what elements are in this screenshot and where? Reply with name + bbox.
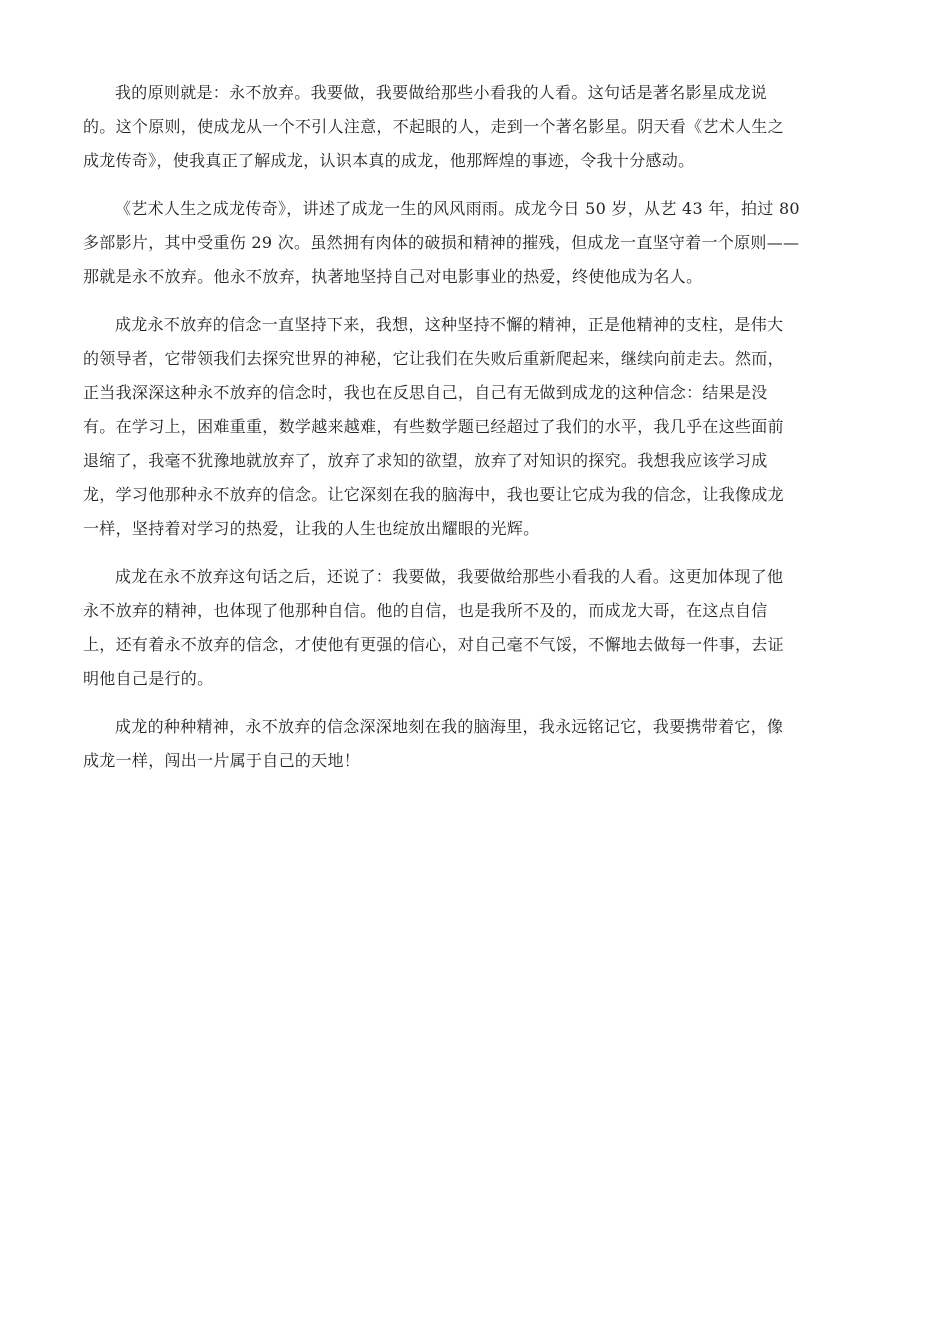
text-line: 成龙传奇》，使我真正了解成龙，认识本真的成龙，他那辉煌的事迹，令我十分感动。	[83, 151, 695, 170]
text-line: 有。在学习上，困难重重，数学越来越难，有些数学题已经超过了我们的水平，我几乎在这些面前	[83, 417, 784, 436]
text-line: 龙，学习他那种永不放弃的信念。让它深刻在我的脑海中，我也要让它成为我的信念，让我像成龙	[83, 485, 784, 504]
text-line: 永不放弃的精神，也体现了他那种自信。他的自信，也是我所不及的，而成龙大哥，在这点自信	[83, 601, 768, 620]
text-line: 退缩了，我毫不犹豫地就放弃了，放弃了求知的欲望，放弃了对知识的探究。我想我应该学习成	[83, 451, 768, 470]
text-line: 上，还有着永不放弃的信念，才使他有更强的信心，对自己毫不气馁，不懈地去做每一件事，去证	[83, 635, 784, 654]
document-page	[83, 76, 868, 792]
text-line: 明他自己是行的。	[83, 669, 214, 688]
text-line: 多部影片，其中受重伤 29 次。虽然拥有肉体的破损和精神的摧残，但成龙一直坚守着一个原则——	[83, 233, 800, 252]
text-line: 那就是永不放弃。他永不放弃，执著地坚持自己对电影事业的热爱，终使他成为名人。	[83, 267, 703, 286]
paragraph-3	[83, 308, 868, 546]
text-line: 成龙永不放弃的信念一直坚持下来，我想，这种坚持不懈的精神，正是他精神的支柱，是伟大	[115, 315, 784, 334]
text-line: 成龙的种种精神，永不放弃的信念深深地刻在我的脑海里，我永远铭记它，我要携带着它，像	[115, 717, 784, 736]
text-line: 成龙在永不放弃这句话之后，还说了：我要做，我要做给那些小看我的人看。这更加体现了他	[115, 567, 784, 586]
text-line: 的。这个原则，使成龙从一个不引人注意，不起眼的人，走到一个著名影星。阴天看《艺术人生之	[83, 117, 784, 136]
text-line: 《艺术人生之成龙传奇》，讲述了成龙一生的风风雨雨。成龙今日 50 岁，从艺 43 年，拍过 80	[115, 199, 800, 218]
text-line: 的领导者，它带领我们去探究世界的神秘，它让我们在失败后重新爬起来，继续向前走去。然而，	[83, 349, 784, 368]
text-line: 我的原则就是：永不放弃。我要做，我要做给那些小看我的人看。这句话是著名影星成龙说	[115, 83, 768, 102]
paragraph-1	[83, 76, 868, 178]
text-line: 一样，坚持着对学习的热爱，让我的人生也绽放出耀眼的光辉。	[83, 519, 540, 538]
text-line: 成龙一样，闯出一片属于自己的天地！	[83, 751, 361, 770]
paragraph-2	[83, 192, 868, 294]
paragraph-5	[83, 710, 868, 778]
text-line: 正当我深深这种永不放弃的信念时，我也在反思自己，自己有无做到成龙的这种信念：结果是没	[83, 383, 768, 402]
paragraph-4	[83, 560, 868, 696]
